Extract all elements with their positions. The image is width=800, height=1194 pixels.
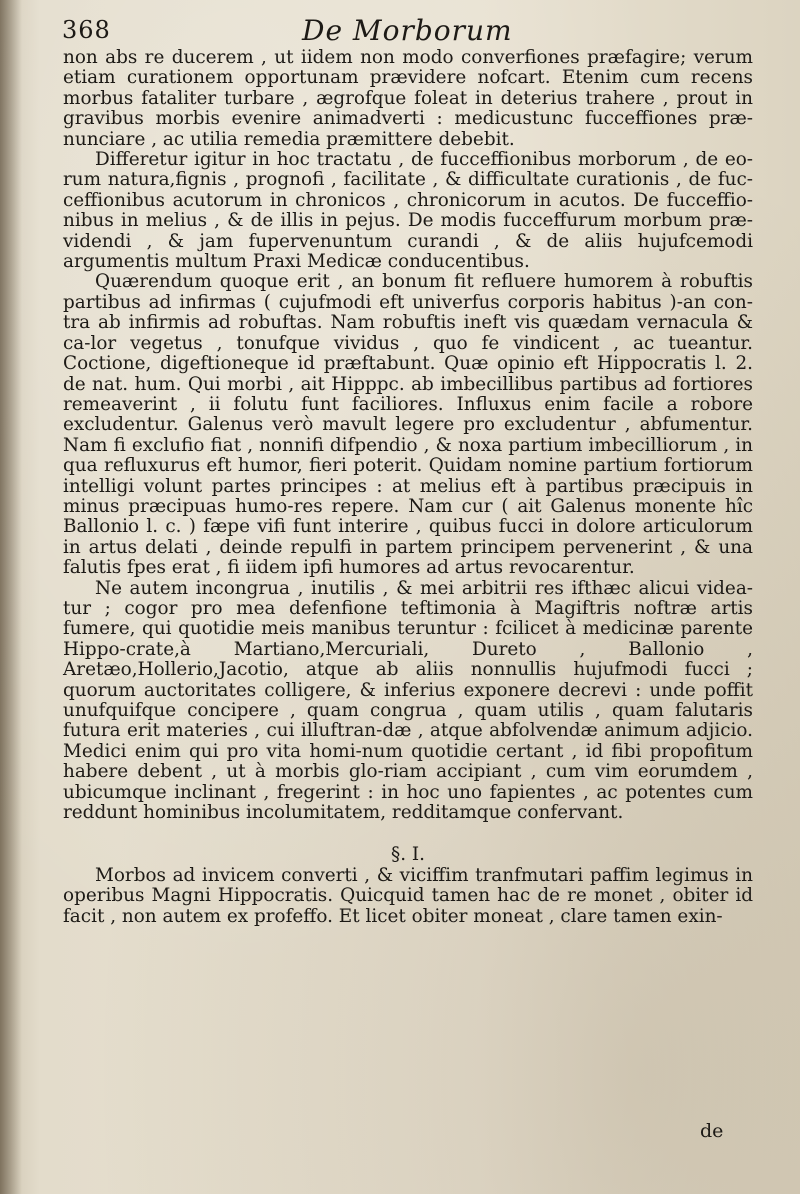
paragraph-4: Ne autem incongrua , inutilis , & mei arbitrii res ifthæc alicui videa-tur ; cogor pro mea defenfione teftimonia à Magiftris noftræ artis fumere, qui quotidie meis manibus teruntur : fcilicet à medicinæ parente Hippo-crate,à Martiano,Mercuriali, Dureto , Ballonio , Aretæo,Hollerio,Jacotio, atque ab aliis nonnullis hujufmodi fucci ; quorum auctoritates colligere, & inferius exponere decrevi : unde poffit unufquifque concipere , quam congrua , quam utilis , quam falutaris futura erit materies , cui illuftran-dæ , atque abfolvendæ animum adjicio. Medici enim qui pro vita homi-num quotidie certant , id fibi propofitum habere debent , ut à morbis glo-riam accipiant , cum vim eorumdem , ubicumque inclinant , fregerint : in hoc uno fapientes , ac potentes cum reddunt hominibus incolumitatem, redditamque confervant. [63, 577, 753, 824]
body-text [63, 48, 753, 927]
paragraph-2: Differetur igitur in hoc tractatu , de fucceffionibus morborum , de eo-rum natura,fignis , prognofi , facilitate , & difficultate curationis , de fuc-ceffionibus acutorum in chronicos , chronicorum in acutos. De fucceffio-nibus in melius , & de illis in pejus. De modis fucceffurum morbum præ-videndi , & jam fupervenuntum curandi , & de aliis hujufcemodi argumentis multum Praxi Medicæ conducentibus. [63, 149, 753, 273]
page-header [62, 14, 762, 48]
paragraph-1: non abs re ducerem , ut iidem non modo converfiones præfagire; verum etiam curationem opportunam prævidere nofcart. Etenim cum recens morbus fataliter turbare , ægrofque foleat in deterius trahere , prout in gravibus morbis evenire animadverti : medicustunc fucceffiones præ-nunciare , ac utilia remedia præmittere debebit. [63, 47, 753, 150]
binding-gutter-shadow [0, 0, 22, 1194]
closing-paragraph: Morbos ad invicem converti , & viciffim tranfmutari paffim legimus in operibus Magni Hippocratis. Quicquid tamen hac de re monet , obiter id facit , non autem ex profeffo. Et licet obiter moneat , clare tamen exin- [63, 864, 753, 927]
running-title: De Morborum [302, 14, 513, 47]
page-number: 368 [62, 16, 111, 44]
paragraph-3: Quærendum quoque erit , an bonum fit refluere humorem à robuftis partibus ad infirmas ( cujufmodi eft univerfus corporis habitus )-an con-tra ab infirmis ad robuftas. Nam robuftis ineft vis quædam vernacula & ca-lor vegetus , tonufque vividus , quo fe vindicent , ac tueantur. Coctione, digeftioneque id præftabunt. Quæ opinio eft Hippocratis l. 2. de nat. hum. Qui morbi , ait Hipppc. ab imbecillibus partibus ad fortiores remeaverint , ii folutu funt faciliores. Influxus enim facile a robore excludentur. Galenus verò mavult legere pro excludentur , abfumentur. Nam fi exclufio fiat , nonnifi difpendio , & noxa partium imbecilliorum , in qua refluxurus eft humor, fieri poterit. Quidam nomine partium fortiorum intelligi volunt partes principes : at melius eft à partibus præcipuis in minus præcipuas humo-res repere. Nam cur ( ait Galenus monente hîc Ballonio l. c. ) fæpe vifi funt interire , quibus fucci in dolore articulorum in artus delati , deinde repulfi in partem principem pervenerint , & una falutis fpes erat , fi iidem ipfi humores ad artus revocarentur. [63, 271, 753, 579]
catchword: de [700, 1120, 724, 1142]
section-heading: §. I. [391, 844, 425, 866]
